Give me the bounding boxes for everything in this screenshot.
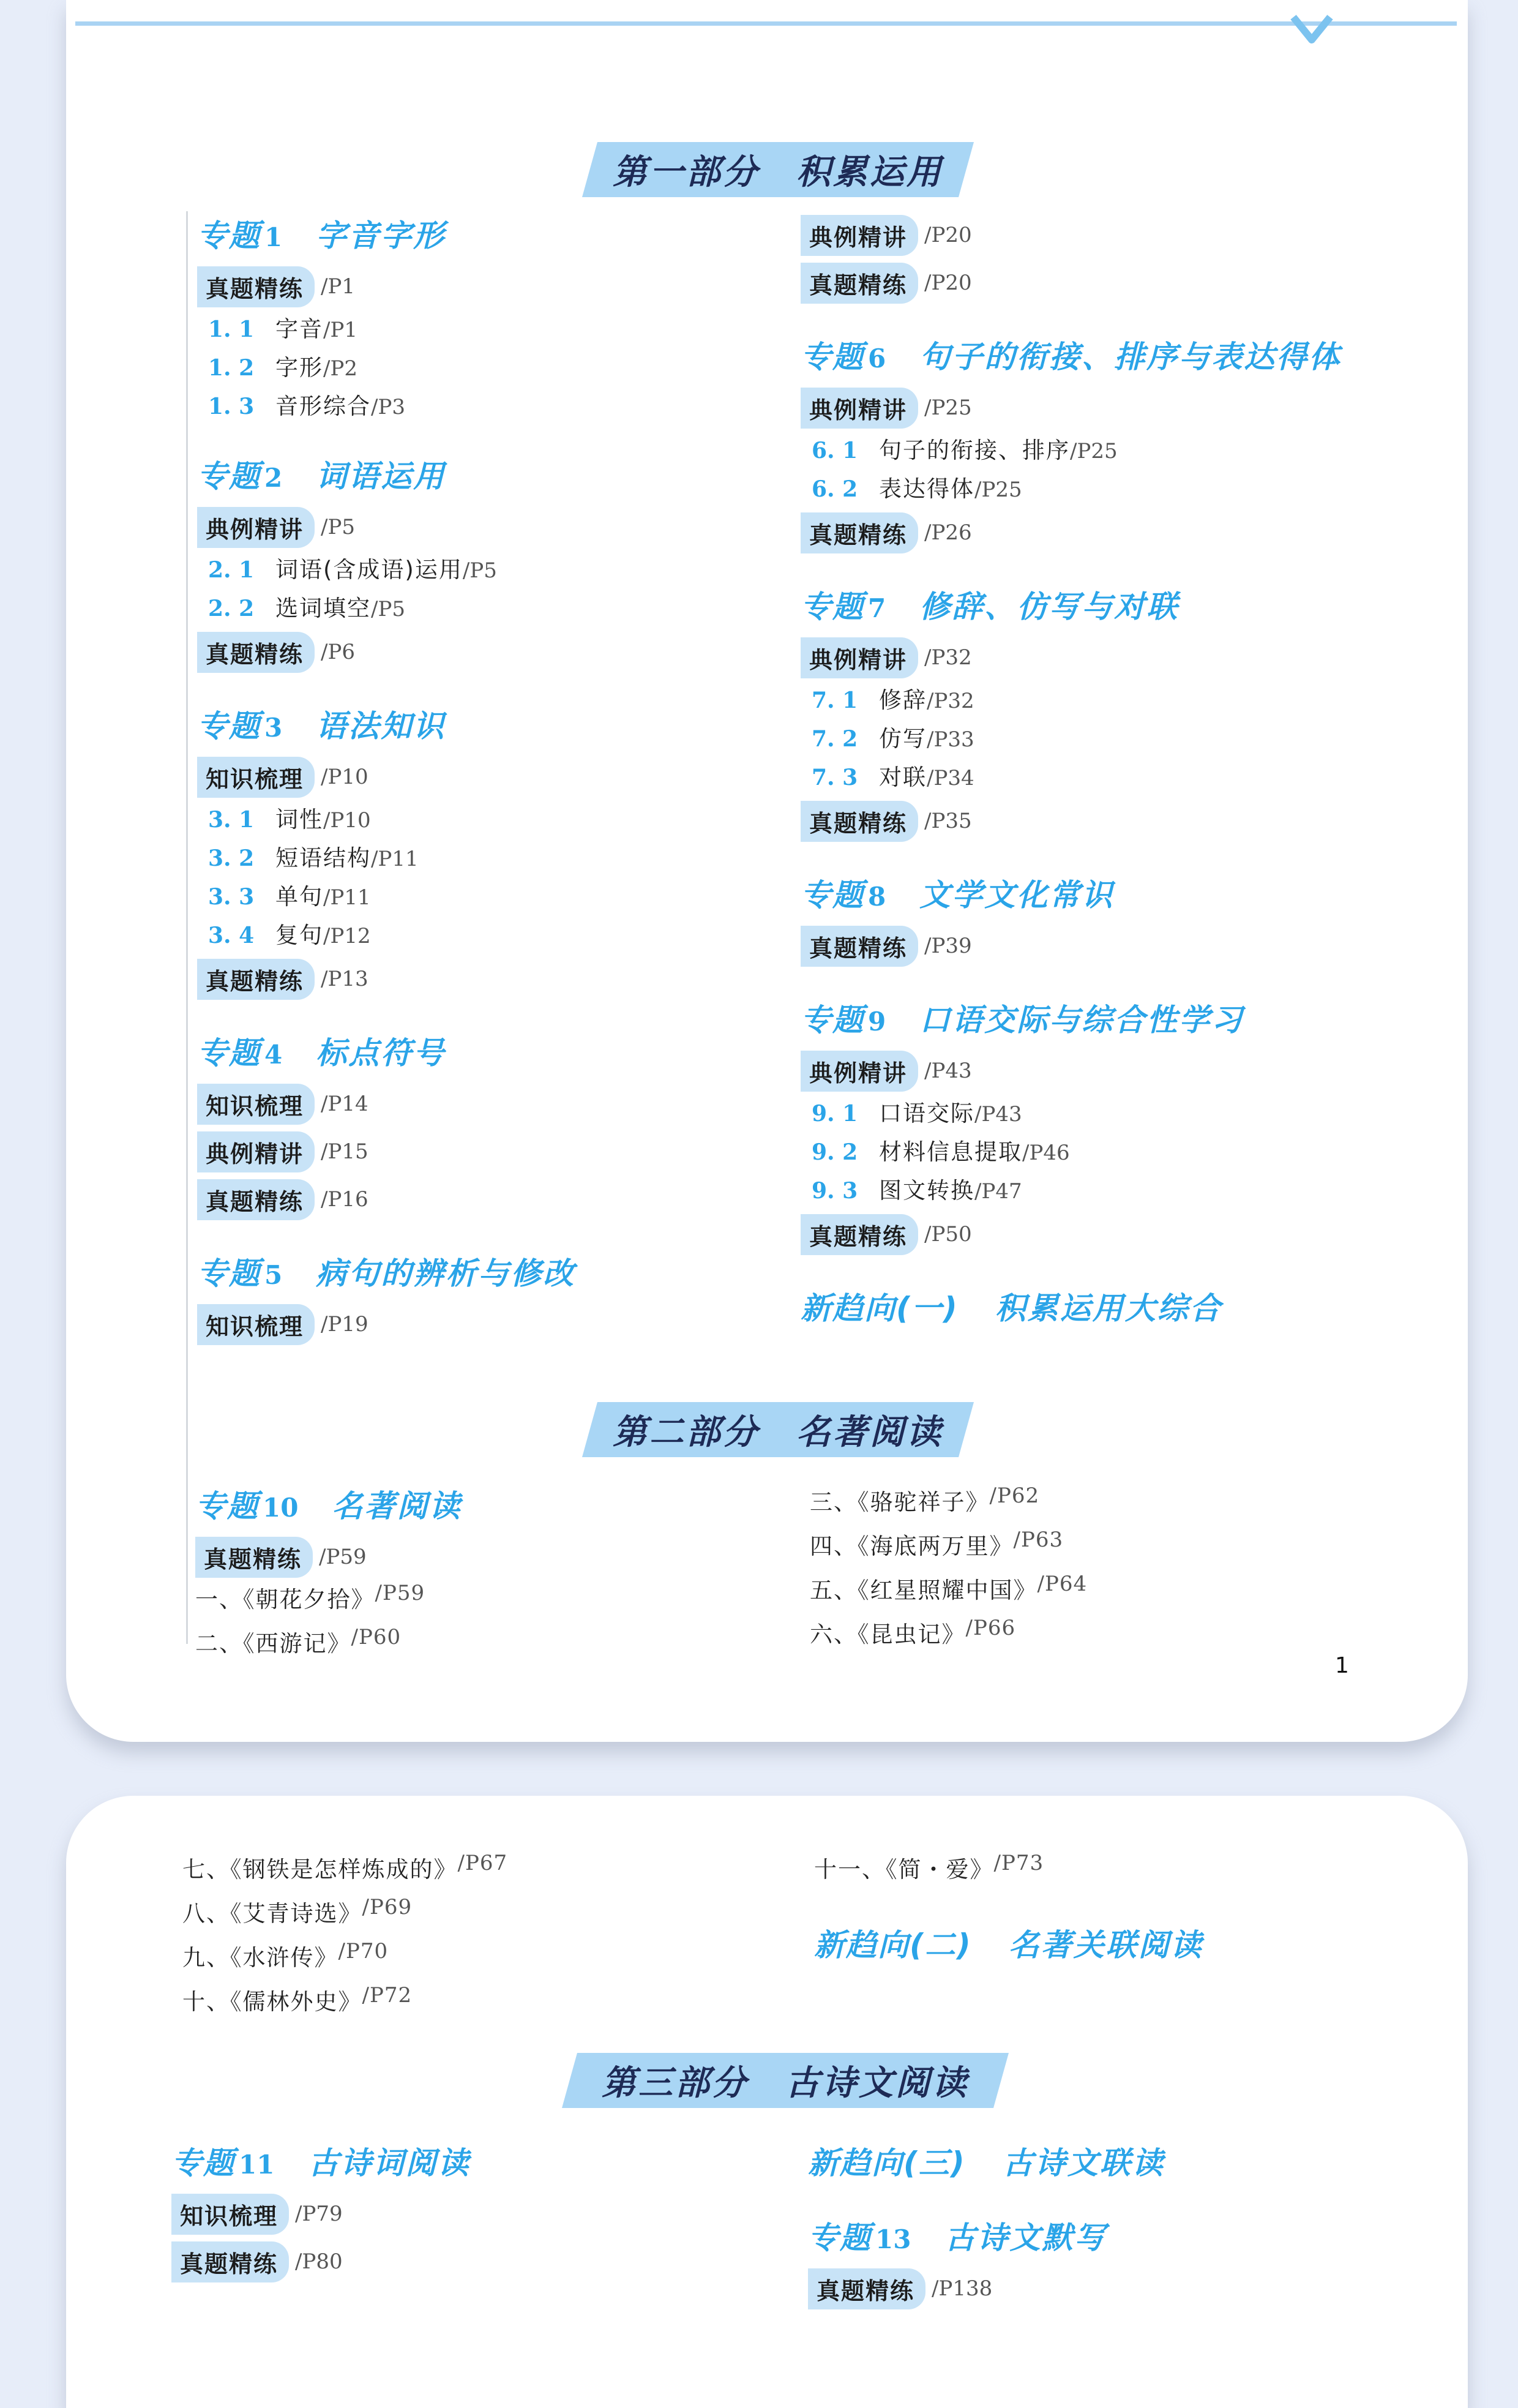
toc-subsection[interactable] [801, 759, 1449, 797]
section-tag: 知识梳理 [197, 1084, 315, 1125]
toc-section[interactable] [808, 2265, 1420, 2312]
topic-number: 13 [875, 2224, 911, 2254]
page-ref: /P63 [1013, 1528, 1064, 1552]
section-tag: 典例精讲 [801, 388, 918, 429]
subsection-number: 2. 1 [208, 557, 255, 583]
toc-topic[interactable] [197, 211, 809, 260]
page-ref: /P1 [321, 274, 355, 299]
toc-book-entry[interactable] [810, 1616, 1422, 1660]
subsection-title: 词语(含成语)运用 [275, 557, 463, 583]
page-ref: /P5 [321, 515, 355, 539]
page-ref: /P10 [321, 765, 368, 789]
topic-label: 专题 [801, 1002, 864, 1038]
book-title: 四、《海底两万里》 [810, 1533, 1014, 1559]
subsection-title: 音形综合 [275, 393, 371, 419]
subsection-title: 选词填空 [275, 595, 371, 621]
section-tag: 知识梳理 [171, 2194, 289, 2235]
topic-label: 专题 [197, 218, 261, 253]
section-tag: 典例精讲 [801, 215, 918, 256]
page-ref: /P70 [338, 1939, 389, 1964]
topic-title: 句子的衔接、排序与表达得体 [919, 339, 1342, 375]
subsection-number: 9. 1 [812, 1101, 858, 1127]
toc-subsection[interactable] [197, 388, 809, 426]
subsection-title: 图文转换 [879, 1177, 974, 1204]
topic-label: 专题 [801, 589, 864, 625]
toc-book-entry[interactable] [810, 1572, 1422, 1616]
page-ref: /P79 [295, 2202, 343, 2226]
page-ref: /P26 [924, 520, 972, 545]
page-ref: /P47 [974, 1179, 1022, 1204]
toc-book-entry[interactable] [182, 1939, 795, 1983]
topic-label: 专题 [197, 1035, 261, 1071]
topic-title: 标点符号 [316, 1035, 446, 1071]
subsection-number: 1. 2 [208, 355, 255, 381]
toc-book-entry[interactable] [814, 1851, 1426, 1895]
toc-section[interactable] [801, 384, 1449, 432]
section-tag: 真题精练 [801, 263, 918, 304]
toc-section[interactable] [801, 509, 1449, 557]
page-ref: /P11 [323, 885, 371, 910]
topic-title: 词语运用 [316, 459, 446, 494]
subsection-number: 3. 3 [208, 884, 255, 910]
toc-section[interactable] [801, 797, 1449, 845]
page-ref: /P66 [965, 1616, 1016, 1640]
book-title: 十一、《简・爱》 [814, 1856, 994, 1883]
toc-column-left [171, 2139, 783, 2286]
new-trend-title: 古诗文联读 [1002, 2145, 1165, 2181]
page-ref: /P19 [321, 1312, 368, 1337]
subsection-number: 9. 3 [812, 1178, 858, 1204]
subsection-number: 6. 1 [812, 438, 858, 463]
subsection-title: 仿写 [879, 726, 927, 752]
toc-subsection[interactable] [801, 432, 1449, 470]
toc-section[interactable] [801, 259, 1449, 307]
toc-topic[interactable] [808, 2213, 1420, 2262]
toc-column-right [801, 211, 1449, 1333]
new-trend-title: 积累运用大综合 [995, 1291, 1222, 1326]
topic-number: 4 [264, 1040, 283, 1070]
page-ref: /P62 [989, 1483, 1040, 1508]
toc-subsection[interactable] [197, 917, 809, 955]
page-ref: /P60 [351, 1625, 402, 1649]
toc-section[interactable] [197, 1080, 809, 1128]
page-ref: /P25 [1070, 439, 1118, 463]
topic-title: 口语交际与综合性学习 [919, 1002, 1244, 1038]
part-banner [582, 142, 974, 197]
subsection-title: 句子的衔接、排序 [879, 437, 1070, 463]
toc-topic[interactable] [197, 1029, 809, 1078]
page-ref: /P11 [371, 847, 419, 871]
toc-subsection[interactable] [801, 720, 1449, 759]
toc-book-entry[interactable] [182, 1983, 795, 2027]
part-title: 第二部分 名著阅读 [613, 1412, 943, 1452]
page-ref: /P72 [362, 1983, 413, 2008]
toc-topic[interactable] [197, 702, 809, 751]
page-ref: /P25 [924, 396, 972, 420]
topic-label: 专题 [808, 2220, 872, 2256]
subsection-title: 对联 [879, 764, 927, 790]
toc-section[interactable] [197, 628, 809, 676]
topic-number: 6 [868, 343, 886, 373]
toc-section[interactable] [197, 753, 809, 801]
page-ref: /P50 [924, 1222, 972, 1247]
book-title: 五、《红星照耀中国》 [810, 1577, 1038, 1603]
toc-topic[interactable] [801, 582, 1449, 631]
toc-section[interactable] [197, 1128, 809, 1176]
topic-label: 专题 [801, 339, 864, 375]
toc-book-entry[interactable] [810, 1528, 1422, 1572]
subsection-title: 词性 [275, 806, 323, 833]
topic-title: 语法知识 [316, 708, 446, 744]
toc-section[interactable] [801, 1047, 1449, 1095]
new-trend-title: 名著关联阅读 [1008, 1927, 1203, 1963]
page-ref: /P12 [323, 924, 371, 948]
toc-column-left [195, 1482, 746, 1669]
subsection-title: 修辞 [879, 687, 927, 713]
subsection-number: 7. 3 [812, 765, 858, 790]
toc-section[interactable] [197, 1300, 809, 1348]
topic-label: 专题 [195, 1488, 259, 1524]
toc-page-card [66, 1796, 1468, 2408]
section-tag: 典例精讲 [801, 637, 918, 678]
subsection-title: 材料信息提取 [879, 1139, 1022, 1165]
page-ref: /P39 [924, 934, 972, 958]
page-ref: /P1 [323, 318, 357, 342]
top-divider [75, 21, 1457, 26]
subsection-title: 口语交际 [879, 1100, 974, 1127]
toc-subsection[interactable] [197, 590, 809, 628]
toc-column-right [808, 2139, 1420, 2312]
topic-number: 8 [868, 882, 886, 912]
page-ref: /P14 [321, 1092, 368, 1116]
topic-label: 专题 [197, 1256, 261, 1291]
section-tag: 真题精练 [801, 512, 918, 553]
toc-section[interactable] [801, 634, 1449, 681]
section-tag: 真题精练 [197, 959, 315, 1000]
subsection-title: 短语结构 [275, 845, 371, 871]
subsection-number: 1. 1 [208, 317, 255, 342]
toc-new-trend[interactable] [814, 1921, 1426, 1970]
page-ref: /P35 [924, 809, 972, 833]
section-tag: 真题精练 [808, 2268, 925, 2309]
part-title: 第一部分 积累运用 [613, 152, 943, 192]
toc-column-right [810, 1483, 1422, 1660]
toc-topic[interactable] [197, 452, 809, 501]
toc-section[interactable] [197, 503, 809, 551]
book-title: 八、《艾青诗选》 [182, 1900, 362, 1927]
book-title: 二、《西游记》 [195, 1630, 351, 1657]
toc-subsection[interactable] [197, 310, 809, 349]
part-banner [582, 1402, 974, 1457]
book-title: 十、《儒林外史》 [182, 1989, 362, 2015]
toc-subsection[interactable] [801, 1172, 1449, 1210]
new-trend-label: 新趋向(二) [814, 1927, 972, 1963]
topic-title: 修辞、仿写与对联 [919, 589, 1180, 625]
section-tag: 真题精练 [197, 1179, 315, 1220]
page-ref: /P3 [371, 395, 405, 419]
toc-section[interactable] [197, 263, 809, 310]
section-tag: 真题精练 [801, 801, 918, 842]
section-tag: 知识梳理 [197, 1304, 315, 1345]
page-ref: /P16 [321, 1187, 368, 1212]
section-tag: 真题精练 [801, 1214, 918, 1255]
part-title: 第三部分 古诗文阅读 [602, 2063, 969, 2103]
section-tag: 真题精练 [171, 2241, 289, 2282]
toc-subsection[interactable] [197, 551, 809, 590]
section-tag: 真题精练 [197, 632, 315, 673]
toc-topic[interactable] [197, 1249, 809, 1298]
topic-number: 5 [264, 1260, 283, 1290]
toc-book-entry[interactable] [182, 1895, 795, 1939]
subsection-number: 7. 2 [812, 726, 858, 752]
topic-title: 古诗词阅读 [308, 2145, 471, 2181]
page-ref: /P6 [321, 640, 355, 664]
page-ref: /P43 [924, 1059, 972, 1083]
part-banner [562, 2053, 1009, 2108]
topic-number: 2 [264, 463, 283, 493]
subsection-number: 3. 2 [208, 846, 255, 871]
toc-topic[interactable] [801, 996, 1449, 1045]
subsection-title: 字形 [275, 354, 323, 381]
toc-subsection[interactable] [801, 1133, 1449, 1172]
toc-subsection[interactable] [197, 839, 809, 878]
book-title: 三、《骆驼祥子》 [810, 1489, 990, 1515]
page-ref: /P32 [927, 689, 974, 713]
subsection-number: 6. 2 [812, 476, 858, 502]
subsection-title: 单句 [275, 883, 323, 910]
section-tag: 典例精讲 [197, 507, 315, 548]
toc-topic[interactable] [195, 1482, 746, 1531]
toc-section[interactable] [171, 2238, 783, 2286]
page-ref: /P59 [319, 1545, 367, 1569]
topic-title: 字音字形 [316, 218, 446, 253]
subsection-title: 字音 [275, 316, 323, 342]
page-number: 1 [1335, 1653, 1349, 1678]
toc-section[interactable] [197, 1176, 809, 1223]
toc-topic[interactable] [801, 332, 1449, 381]
toc-section[interactable] [801, 922, 1449, 970]
topic-label: 专题 [197, 459, 261, 494]
page-ref: /P80 [295, 2249, 343, 2274]
toc-section[interactable] [197, 955, 809, 1003]
page-ref: /P2 [323, 356, 357, 381]
topic-number: 11 [239, 2150, 275, 2180]
page-ref: /P5 [462, 558, 497, 583]
book-title: 九、《水浒传》 [182, 1945, 338, 1971]
toc-book-entry[interactable] [810, 1483, 1422, 1528]
page-ref: /P32 [924, 645, 972, 670]
subsection-number: 9. 2 [812, 1139, 858, 1165]
page-ref: /P20 [924, 271, 972, 295]
page-ref: /P34 [927, 766, 974, 790]
page-ref: /P10 [323, 808, 371, 833]
page-ref: /P69 [362, 1895, 413, 1919]
topic-label: 专题 [801, 877, 864, 913]
new-trend-label: 新趋向(三) [808, 2145, 966, 2181]
page-ref: /P67 [457, 1851, 508, 1875]
section-tag: 真题精练 [197, 266, 315, 307]
toc-subsection[interactable] [197, 878, 809, 917]
toc-new-trend[interactable] [808, 2139, 1420, 2188]
toc-subsection[interactable] [801, 681, 1449, 720]
book-title: 一、《朝花夕拾》 [195, 1586, 375, 1613]
section-tag: 知识梳理 [197, 757, 315, 798]
toc-topic[interactable] [171, 2139, 783, 2188]
toc-subsection[interactable] [801, 470, 1449, 509]
subsection-number: 3. 1 [208, 807, 255, 833]
section-tag: 典例精讲 [801, 1051, 918, 1092]
toc-subsection[interactable] [197, 349, 809, 388]
subsection-number: 7. 1 [812, 688, 858, 713]
subsection-number: 3. 4 [208, 923, 255, 948]
subsection-title: 复句 [275, 922, 323, 948]
subsection-title: 表达得体 [879, 476, 974, 502]
page-ref: /P33 [927, 727, 974, 752]
topic-label: 专题 [197, 708, 261, 744]
toc-book-entry[interactable] [182, 1851, 795, 1895]
toc-book-entry[interactable] [195, 1581, 746, 1625]
section-tag: 真题精练 [195, 1537, 313, 1578]
page-ref: /P25 [974, 478, 1022, 502]
toc-book-entry[interactable] [195, 1625, 746, 1669]
toc-subsection[interactable] [197, 801, 809, 839]
topic-title: 古诗文默写 [944, 2220, 1107, 2256]
page-ref: /P138 [932, 2276, 993, 2301]
book-title: 七、《钢铁是怎样炼成的》 [182, 1856, 458, 1883]
topic-number: 9 [868, 1007, 886, 1037]
page-ref: /P43 [974, 1102, 1022, 1127]
toc-section[interactable] [171, 2190, 783, 2238]
toc-topic[interactable] [801, 871, 1449, 920]
subsection-number: 1. 3 [208, 394, 255, 419]
toc-column-left [182, 1851, 795, 2027]
page-ref: /P5 [371, 597, 405, 621]
topic-number: 3 [264, 713, 283, 743]
page-ref: /P64 [1037, 1572, 1088, 1596]
section-tag: 典例精讲 [197, 1131, 315, 1172]
page-ref: /P15 [321, 1139, 368, 1164]
toc-subsection[interactable] [801, 1095, 1449, 1133]
topic-title: 名著阅读 [332, 1488, 462, 1524]
topic-number: 1 [264, 222, 283, 252]
page-ref: /P13 [321, 967, 368, 991]
subsection-number: 2. 2 [208, 596, 255, 621]
toc-section[interactable] [195, 1533, 746, 1581]
new-trend-label: 新趋向(一) [801, 1291, 959, 1326]
page-ref: /P59 [375, 1581, 425, 1605]
page-ref: /P46 [1022, 1141, 1070, 1165]
toc-page-card [66, 0, 1468, 1742]
chevron-down-icon [1290, 12, 1333, 52]
section-tag: 真题精练 [801, 926, 918, 967]
toc-section[interactable] [801, 1210, 1449, 1258]
toc-section[interactable] [801, 211, 1449, 259]
toc-new-trend[interactable] [801, 1284, 1449, 1333]
topic-title: 文学文化常识 [919, 877, 1115, 913]
toc-column-right [814, 1851, 1426, 1970]
page-ref: /P20 [924, 223, 972, 247]
topic-label: 专题 [171, 2145, 235, 2181]
book-title: 六、《昆虫记》 [810, 1621, 966, 1648]
topic-number: 7 [868, 593, 886, 623]
topic-number: 10 [263, 1493, 299, 1523]
page-ref: /P73 [993, 1851, 1044, 1875]
topic-title: 病句的辨析与修改 [316, 1256, 576, 1291]
